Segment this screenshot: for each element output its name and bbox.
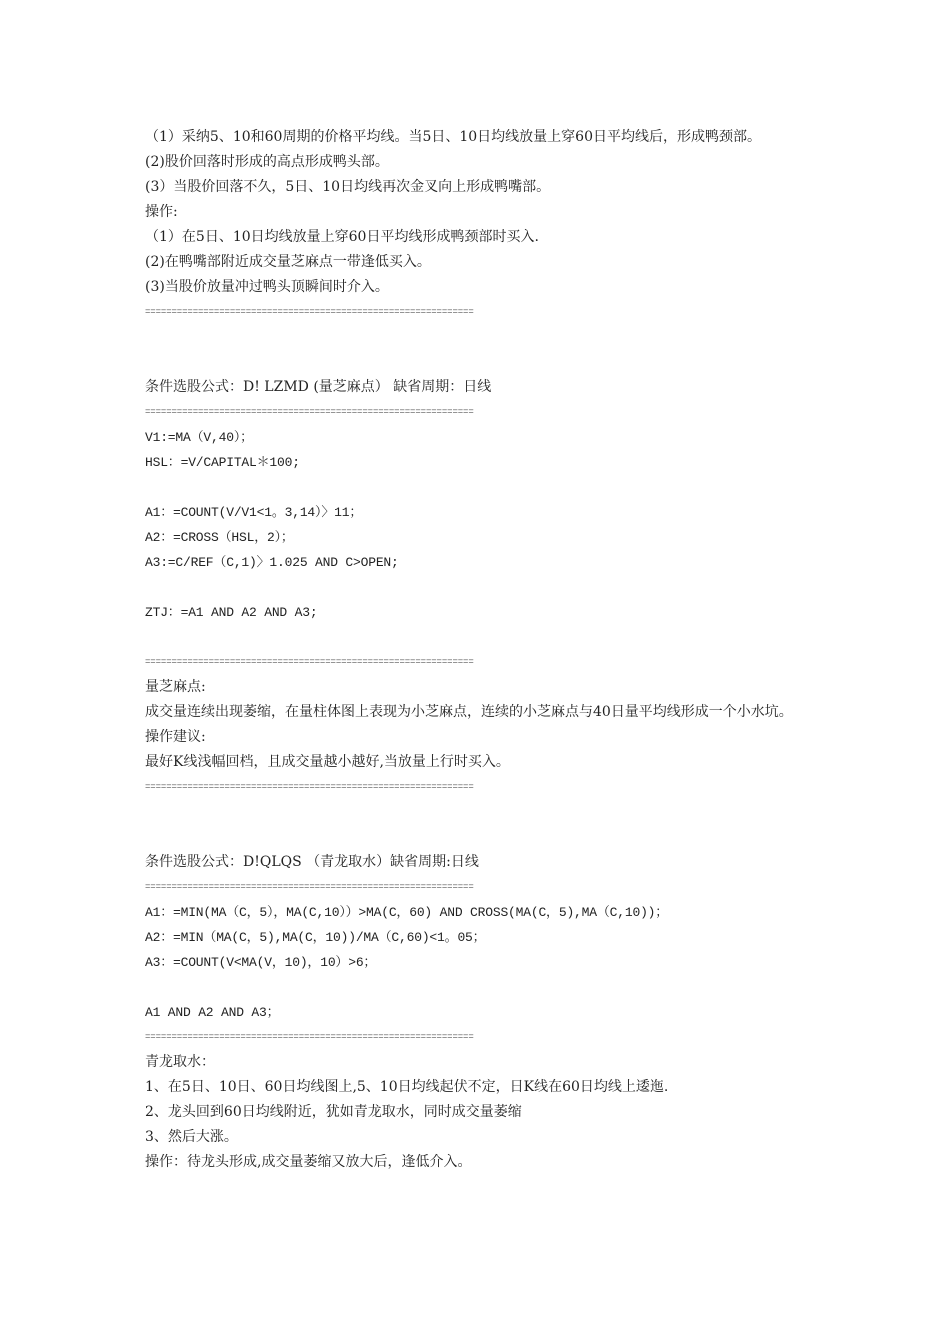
formula-title-qlqs: 条件选股公式：D!QLQS （青龙取水）缺省周期:日线 [145,854,479,870]
description-heading: 青龙取水： [145,1054,215,1070]
code-line: HSL：=V/CAPITAL＊100; [145,455,300,470]
advice-heading: 操作建议: [145,729,206,745]
description-step-1: 1、在5日、10日、60日均线图上,5、10日均线起伏不定，日K线在60日均线上逶迤. [145,1079,669,1095]
code-line: A3:=C/REF（C,1)〉1.025 AND C>OPEN; [145,555,399,570]
document-page [145,125,815,1175]
separator-line: ============================================================== [145,882,474,892]
paragraph-3: (3）当股价回落不久，5日、10日均线再次金叉向上形成鸭嘴部。 [145,179,551,195]
operation-step-3: (3)当股价放量冲过鸭头顶瞬间时介入。 [145,279,389,295]
operation-step-2: (2)在鸭嘴部附近成交量芝麻点一带逢低买入。 [145,254,431,270]
description-text: 成交量连续出现萎缩，在量柱体图上表现为小芝麻点，连续的小芝麻点与40日量平均线形成一个小水坑。 [145,704,793,720]
separator-line: ============================================================== [145,657,474,667]
separator-line: ============================================================== [145,307,474,317]
code-line: A1：=COUNT(V/V1<1。3,14）〉11； [145,505,363,520]
paragraph-2: (2)股价回落时形成的高点形成鸭头部。 [145,154,389,170]
code-line: A2：=CROSS（HSL，2）； [145,530,294,545]
separator-line: ============================================================== [145,407,474,417]
code-line: A1：=MIN(MA（C，5），MA(C,10））>MA(C，60) AND CROSS(MA(C，5),MA（C,10))； [145,905,669,920]
paragraph-1: （1）采纳5、10和60周期的价格平均线。当5日、10日均线放量上穿60日平均线后，形成鸭颈部。 [145,129,761,145]
code-line: A2：=MIN（MA(C，5),MA(C，10))/MA（C,60)<1。05； [145,930,486,945]
separator-line: ============================================================== [145,1032,474,1042]
formula-title-lzmd: 条件选股公式：D! LZMD (量芝麻点） 缺省周期：日线 [145,379,492,395]
separator-line: ============================================================== [145,782,474,792]
code-line: V1:=MA（V,40）； [145,430,253,445]
code-line: A3：=COUNT(V<MA(V，10)，10）>6； [145,955,377,970]
operation-heading: 操作: [145,204,178,220]
description-step-3: 3、然后大涨。 [145,1129,238,1145]
code-line: A1 AND A2 AND A3； [145,1005,280,1020]
operation-text: 操作：待龙头形成,成交量萎缩又放大后，逢低介入。 [145,1154,472,1170]
description-heading: 量芝麻点: [145,679,206,695]
description-step-2: 2、龙头回到60日均线附近，犹如青龙取水，同时成交量萎缩 [145,1104,522,1120]
code-line: ZTJ：=A1 AND A2 AND A3; [145,605,318,620]
operation-step-1: （1）在5日、10日均线放量上穿60日平均线形成鸭颈部时买入. [145,229,539,245]
advice-text: 最好K线浅幅回档，且成交量越小越好,当放量上行时买入。 [145,754,510,770]
